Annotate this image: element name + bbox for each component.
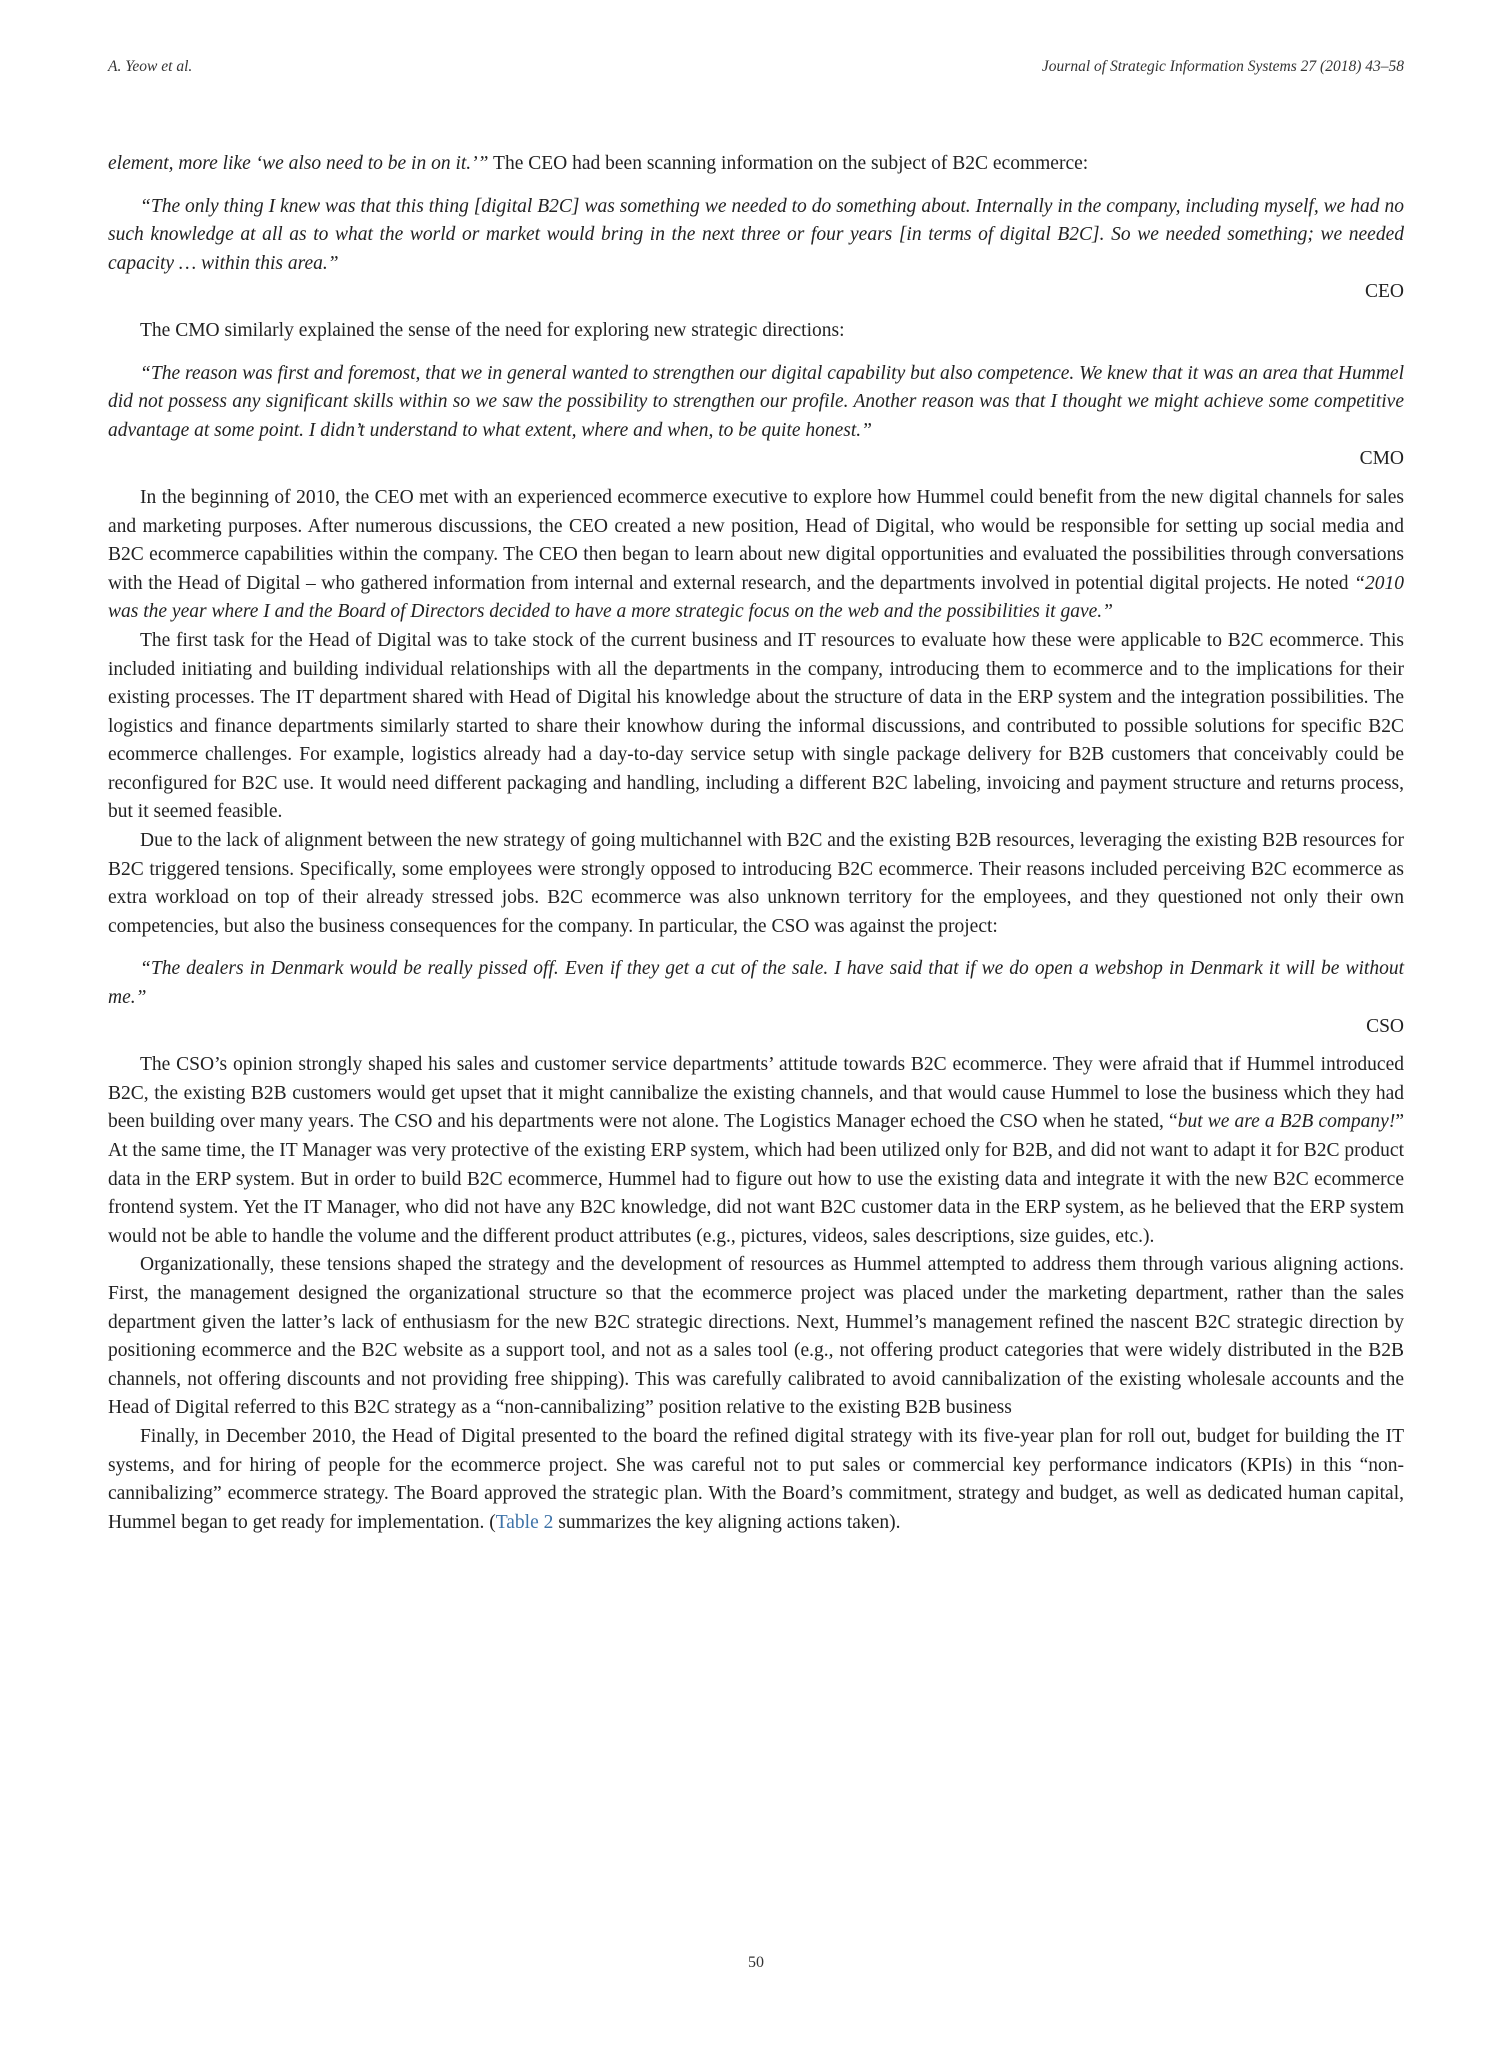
paragraph-text: summarizes the key aligning actions taken). <box>553 1511 901 1533</box>
paragraph-continuation <box>108 150 1404 179</box>
paragraph-text: ” At the same time, the IT Manager was very protective of the existing ERP system, which had been utilized only for B2B, and did not want to adapt it for B2C product data in the ERP system. But in order to build B2C ecommerce, Hummel had to figure out how to use the existing data and integrate it with the new B2C ecommerce frontend system. Yet the IT Manager, who did not have any B2C knowledge, did not want B2C customer data in the ERP system, as he believed that the ERP system would not be able to handle the volume and the different product attributes (e.g., pictures, videos, sales descriptions, size guides, etc.). <box>108 1111 1404 1247</box>
table-2-link[interactable]: Table 2 <box>495 1511 554 1533</box>
block-quote-cso <box>108 955 1404 1041</box>
paragraph: Due to the lack of alignment between the new strategy of going multichannel with B2C and the existing B2B resources, leveraging the existing B2B resources for B2C triggered tensions. Specifically, some employees were strongly opposed to introducing B2C ecommerce. Their reasons included perceiving B2C ecommerce as extra workload on top of their already stressed jobs. B2C ecommerce was also unknown territory for the employees, and they questioned not only their own competencies, but also the business consequences for the company. In particular, the CSO was against the project: <box>108 830 1404 937</box>
page-number: 50 <box>748 1954 764 1971</box>
quote-attribution: CSO <box>1366 1015 1404 1037</box>
paragraph: The CMO similarly explained the sense of the need for exploring new strategic directions: <box>140 319 845 341</box>
block-quote-cmo <box>108 360 1404 474</box>
paragraph: The first task for the Head of Digital was to take stock of the current business and IT resources to evaluate how these were applicable to B2C ecommerce. This included initiating and building individual relationships with all the departments in the company, introducing them to ecommerce and to the implications for their existing processes. The IT department shared with Head of Digital his knowledge about the structure of data in the ERP system and the integration possibilities. The logistics and finance departments similarly started to share their knowhow during the informal discussions, and contributed to possible solutions for specific B2C ecommerce challenges. For example, logistics already had a day-to-day service setup with single package delivery for B2B customers that conceivably could be reconfigured for B2C use. It would need different packaging and handling, including a different B2C labeling, invoicing and payment structure and returns process, but it seemed feasible. <box>108 629 1404 823</box>
paragraph-text: In the beginning of 2010, the CEO met with an experienced ecommerce executive to explore how Hummel could benefit from the new digital channels for sales and marketing purposes. After numerous discussions, the CEO created a new position, Head of Digital, who would be responsible for setting up social media and B2C ecommerce capabilities within the company. The CEO then began to learn about new digital opportunities and evaluated the possibilities through conversations with the Head of Digital – who gathered information from internal and external research, and the departments involved in potential digital projects. He noted <box>108 486 1404 594</box>
paragraph <box>108 1423 1404 1537</box>
inline-quote: “2010 was the year where I and the Board of Directors decided to have a more strategic focus on the web and the possibilities it gave.” <box>108 572 1404 623</box>
body-text <box>108 150 1404 1537</box>
quote-text: “The reason was first and foremost, that we in general wanted to strengthen our digital capability but also competence. We knew that it was an area that Hummel did not possess any significant skills within so we saw the possibility to strengthen our profile. Another reason was that I thought we might achieve some competitive advantage at some point. I didn’t understand to what extent, where and when, to be quite honest.” <box>108 362 1404 441</box>
block-quote-ceo <box>108 193 1404 307</box>
paragraph-text: The CEO had been scanning information on the subject of B2C ecommerce: <box>488 153 1089 174</box>
inline-quote: but we are a B2B company! <box>1177 1111 1396 1133</box>
paragraph <box>108 484 1404 627</box>
paragraph-text: The CSO’s opinion strongly shaped his sales and customer service departments’ attitude towards B2C ecommerce. They were afraid that if Hummel introduced B2C, the existing B2B customers would get upset that it might cannibalize the existing channels, and that would cause Hummel to lose the business which they had been building over many years. The CSO and his departments were not alone. The Logistics Manager echoed the CSO when he stated, “ <box>108 1054 1404 1133</box>
paragraph <box>108 1051 1404 1251</box>
header-authors: A. Yeow et al. <box>108 58 193 75</box>
quote-text: “The dealers in Denmark would be really pissed off. Even if they get a cut of the sale. I have said that if we do open a webshop in Denmark it will be without me.” <box>108 958 1404 1009</box>
quote-attribution: CEO <box>1365 281 1404 303</box>
inline-quote: element, more like ‘we also need to be in on it.’” <box>108 153 489 174</box>
quote-attribution: CMO <box>1359 448 1404 470</box>
paragraph-text: Finally, in December 2010, the Head of Digital presented to the board the refined digital strategy with its five-year plan for roll out, budget for building the IT systems, and for hiring of people for the ecommerce project. She was careful not to put sales or commercial key performance indicators (KPIs) in this “non-cannibalizing” ecommerce strategy. The Board approved the strategic plan. With the Board’s commitment, strategy and budget, as well as dedicated human capital, Hummel began to get ready for implementation. ( <box>108 1425 1404 1533</box>
paragraph: Organizationally, these tensions shaped the strategy and the development of resources as Hummel attempted to address them through various aligning actions. First, the management designed the organizational structure so that the ecommerce project was placed under the marketing department, rather than the sales department given the latter’s lack of enthusiasm for the new B2C strategic directions. Next, Hummel’s management refined the nascent B2C strategic direction by positioning ecommerce and the B2C website as a support tool, and not as a sales tool (e.g., not offering product categories that were widely distributed in the B2B channels, not offering discounts and not providing free shipping). This was carefully calibrated to avoid cannibalization of the existing wholesale accounts and the Head of Digital referred to this B2C strategy as a “non-cannibalizing” position relative to the existing B2B business <box>108 1254 1404 1419</box>
quote-text: “The only thing I knew was that this thing [digital B2C] was something we needed to do something about. Internally in the company, including myself, we had no such knowledge at all as to what the world or market would bring in the next three or four years [in terms of digital B2C]. So we needed something; we needed capacity … within this area.” <box>108 195 1404 274</box>
header-journal: Journal of Strategic Information Systems 27 (2018) 43–58 <box>1041 58 1404 75</box>
